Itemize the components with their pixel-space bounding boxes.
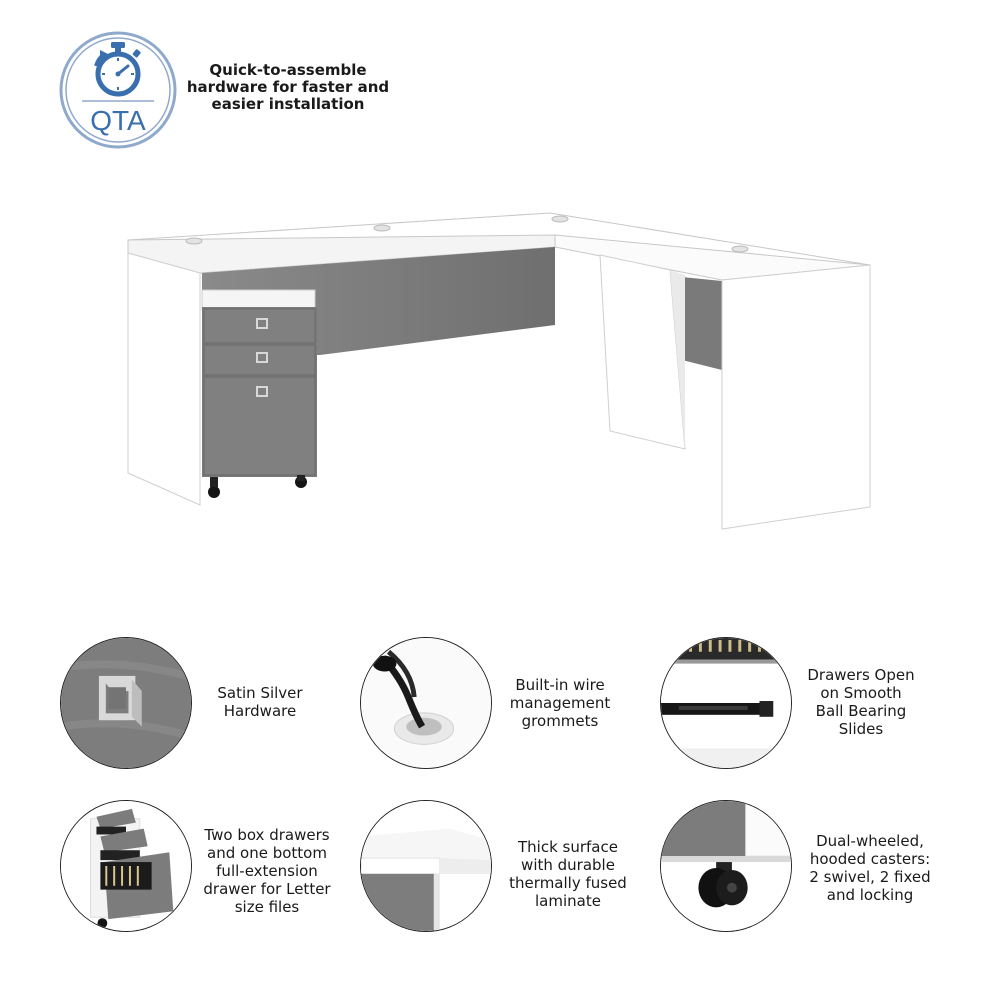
- caption-line: size files: [234, 898, 300, 916]
- feature-image-surface: [360, 800, 492, 932]
- feature-caption-drawers: [192, 826, 342, 916]
- qta-headline-line: easier installation: [211, 95, 365, 113]
- qta-headline-line: hardware for faster and: [186, 78, 390, 96]
- caption-line: Built-in wire: [515, 676, 605, 694]
- caption-line: on Smooth: [820, 684, 902, 702]
- qta-headline-line: Quick-to-assemble: [209, 61, 367, 79]
- stopwatch-icon: [58, 30, 178, 150]
- svg-text:QTA: QTA: [90, 105, 146, 136]
- caption-line: drawer for Letter: [203, 880, 331, 898]
- feature-caption-hardware: [190, 684, 330, 720]
- feature-caption-surface: [500, 838, 636, 910]
- feature-caption-slides: [795, 666, 927, 738]
- caption-line: Satin Silver: [217, 684, 303, 702]
- caption-line: laminate: [535, 892, 601, 910]
- caption-line: full-extension: [216, 862, 318, 880]
- caption-line: Slides: [838, 720, 884, 738]
- caption-line: Dual-wheeled,: [816, 832, 924, 850]
- caption-line: and locking: [826, 886, 914, 904]
- caption-line: Thick surface: [518, 838, 618, 856]
- feature-image-drawers: [60, 800, 192, 932]
- caption-line: and one bottom: [207, 844, 327, 862]
- feature-image-hardware: [60, 637, 192, 769]
- caption-line: hooded casters:: [809, 850, 931, 868]
- caption-line: grommets: [521, 712, 599, 730]
- qta-badge: [58, 30, 178, 150]
- feature-caption-casters: [800, 832, 940, 904]
- caption-line: management: [509, 694, 611, 712]
- feature-image-grommets: [360, 637, 492, 769]
- feature-caption-grommets: [495, 676, 625, 730]
- feature-image-slides: [660, 637, 792, 769]
- caption-line: Two box drawers: [204, 826, 330, 844]
- caption-line: Drawers Open: [807, 666, 915, 684]
- caption-line: with durable: [521, 856, 615, 874]
- feature-image-casters: [660, 800, 792, 932]
- caption-line: Ball Bearing: [815, 702, 907, 720]
- caption-line: 2 swivel, 2 fixed: [809, 868, 931, 886]
- caption-line: thermally fused: [509, 874, 627, 892]
- qta-headline: [178, 62, 398, 113]
- l-desk-product-image: [110, 195, 890, 555]
- caption-line: Hardware: [223, 702, 297, 720]
